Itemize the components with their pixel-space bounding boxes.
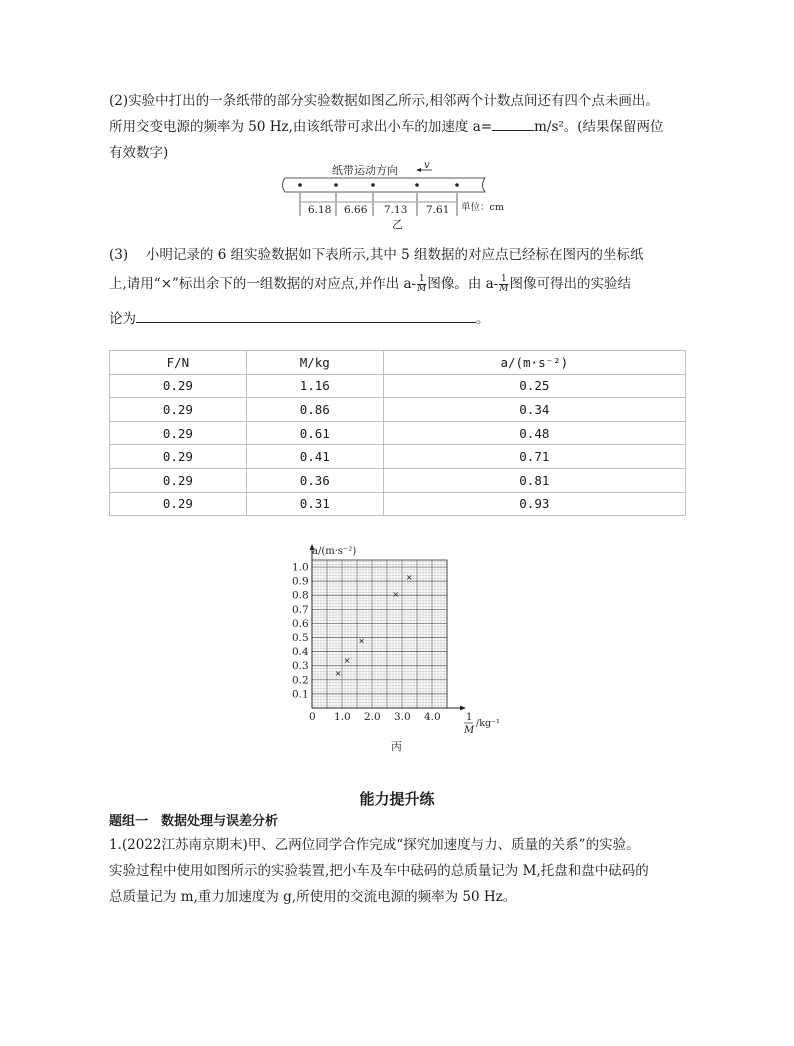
table-header-cell: M/kg — [246, 351, 383, 375]
y-tick-label: 0.9 — [292, 575, 309, 588]
tape-segment-3: 7.13 — [384, 204, 408, 216]
q3-line2-part3: 图像可得出的实验结 — [509, 276, 631, 292]
data-point-marker: × — [392, 589, 400, 599]
velocity-arrowhead — [416, 168, 421, 172]
answer-blank-acceleration[interactable] — [492, 116, 534, 131]
q3-line2 — [109, 271, 631, 297]
y-tick-label: 0.3 — [292, 660, 309, 673]
table-cell: 0.25 — [383, 374, 685, 398]
tape-band — [283, 178, 486, 192]
fraction-numerator: 1 — [418, 274, 425, 284]
problem1-line3: 总质量记为 m,重力加速度为 g,所使用的交流电源的频率为 50 Hz。 — [109, 889, 517, 905]
table-cell: 0.48 — [383, 421, 685, 445]
y-tick-label: 0.1 — [292, 688, 309, 701]
table-header-cell: a/(m·s⁻²) — [383, 351, 685, 375]
q2-line2-prefix: 所用交变电源的频率为 50 Hz,由该纸带可求出小车的加速度 a= — [109, 119, 493, 135]
table-row — [110, 492, 686, 516]
graph-tick-labels — [292, 562, 441, 723]
q3-line3-prefix: 论为 — [109, 311, 136, 327]
problem1-line2: 实验过程中使用如图所示的实验装置,把小车及车中砝码的总质量记为 M,托盘和盘中砝码的 — [109, 863, 649, 879]
tape-point — [455, 183, 459, 187]
q2-line2 — [109, 114, 664, 140]
table-cell: 0.86 — [246, 398, 383, 422]
y-axis-label: a/(m·s⁻²) — [312, 546, 357, 557]
y-tick-label: 0.5 — [292, 632, 309, 645]
y-tick-label: 0.8 — [292, 589, 309, 602]
answer-blank-conclusion[interactable] — [136, 308, 476, 323]
x-tick-label: 3.0 — [394, 711, 411, 723]
table-row — [110, 398, 686, 422]
table-cell: 0.71 — [383, 445, 685, 469]
data-point-marker: × — [343, 656, 351, 666]
x-axis-arrowhead — [460, 706, 466, 711]
x-tick-label: 1.0 — [334, 711, 351, 723]
tape-point — [415, 183, 419, 187]
table-cell: 0.29 — [110, 468, 247, 492]
q2-line2-suffix: m/s²。(结果保留两位 — [534, 119, 664, 135]
x-axis-unit-label: /kg⁻¹ — [476, 718, 500, 729]
table-cell: 0.29 — [110, 421, 247, 445]
fraction-denominator: M — [417, 284, 427, 294]
q2-line1: (2)实验中打出的一条纸带的部分实验数据如图乙所示,相邻两个计数点间还有四个点未画出。 — [109, 93, 659, 109]
tape-point — [334, 183, 338, 187]
y-tick-label: 0.7 — [292, 603, 309, 616]
fraction-numerator: 1 — [500, 274, 507, 284]
x-tick-label: 4.0 — [424, 711, 441, 723]
tape-segment-1: 6.18 — [308, 204, 332, 216]
q3-line3-suffix: 。 — [476, 311, 490, 327]
origin-label: 0 — [309, 711, 316, 723]
table-row — [110, 374, 686, 398]
data-point-marker: × — [405, 572, 413, 582]
graph-grid — [312, 560, 447, 708]
q3-line2-part1: 上,请用“×”标出余下的一组数据的对应点,并作出 a- — [109, 276, 417, 292]
figure-label-bing: 丙 — [391, 740, 402, 753]
question-group-title: 题组一 数据处理与误差分析 — [109, 814, 279, 829]
y-tick-label: 0.6 — [292, 617, 309, 630]
tape-points — [298, 183, 459, 187]
grid-border — [312, 560, 447, 708]
table-cell: 0.29 — [110, 492, 247, 516]
tape-point — [371, 183, 375, 187]
velocity-label: v — [424, 160, 430, 171]
q3-line3 — [109, 306, 490, 332]
y-tick-label: 1.0 — [292, 561, 309, 574]
x-axis-frac-numerator: 1 — [466, 712, 473, 723]
graph-data-points — [335, 573, 413, 678]
inverse-mass-fraction — [417, 275, 426, 294]
table-cell: 0.41 — [246, 445, 383, 469]
table-cell: 0.61 — [246, 421, 383, 445]
table-cell: 0.29 — [110, 445, 247, 469]
problem1-line1: 1.(2022江苏南京期末)甲、乙两位同学合作完成“探究加速度与力、质量的关系”的实验。 — [109, 837, 640, 853]
tape-segment-4: 7.61 — [426, 204, 450, 216]
inverse-mass-fraction — [499, 275, 508, 294]
table-row — [110, 468, 686, 492]
table-cell: 0.93 — [383, 492, 685, 516]
table-cell: 0.34 — [383, 398, 685, 422]
q3-line1: (3) 小明记录的 6 组实验数据如下表所示,其中 5 组数据的对应点已经标在图丙的坐标纸 — [109, 247, 644, 263]
table-cell: 1.16 — [246, 374, 383, 398]
experiment-data-table — [109, 350, 686, 516]
tape-segment-2: 6.66 — [344, 204, 368, 216]
table-header-row — [110, 351, 686, 375]
q3-line2-part2: 图像。由 a- — [427, 276, 499, 292]
figure-label-yi: 乙 — [392, 218, 403, 230]
table-cell: 0.29 — [110, 398, 247, 422]
table-row — [110, 445, 686, 469]
table-row — [110, 421, 686, 445]
x-axis-frac-denominator: M — [464, 725, 475, 736]
tape-unit-label: 单位：cm — [461, 202, 504, 213]
table-header-cell: F/N — [110, 351, 247, 375]
tape-point — [298, 183, 302, 187]
tape-direction-label: 纸带运动方向 — [332, 164, 398, 177]
table-cell: 0.31 — [246, 492, 383, 516]
graph-paper-chart — [280, 540, 520, 755]
data-point-marker: × — [334, 668, 342, 678]
table-cell: 0.36 — [246, 468, 383, 492]
x-tick-label: 2.0 — [364, 711, 381, 723]
section-title: 能力提升练 — [359, 790, 435, 808]
table-cell: 0.81 — [383, 468, 685, 492]
y-tick-label: 0.2 — [292, 674, 309, 687]
fraction-denominator: M — [499, 284, 509, 294]
q2-line3: 有效数字) — [109, 145, 169, 161]
y-tick-label: 0.4 — [292, 646, 309, 659]
paper-tape-figure — [280, 158, 510, 230]
data-point-marker: × — [358, 636, 365, 646]
table-cell: 0.29 — [110, 374, 247, 398]
